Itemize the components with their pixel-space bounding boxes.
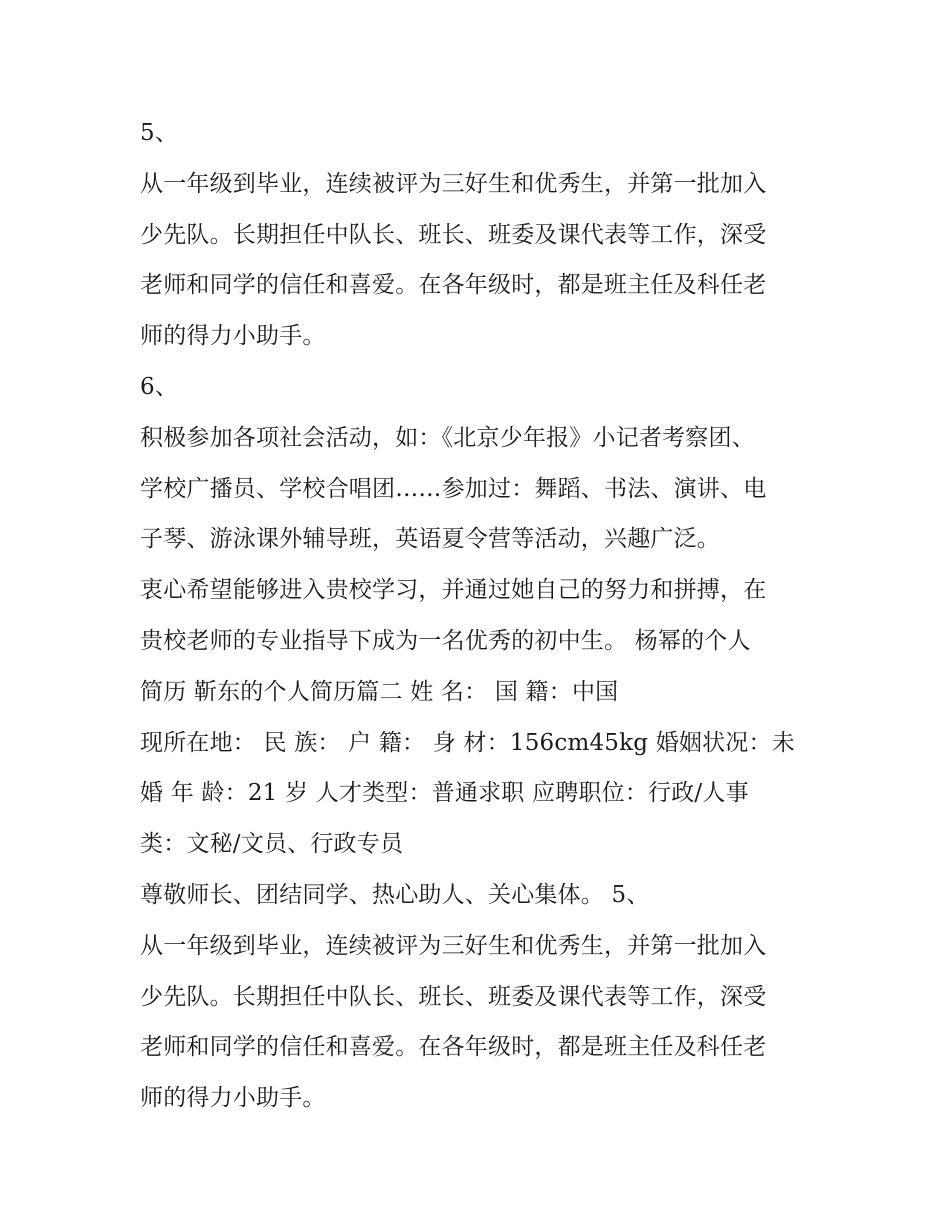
text-line: 子琴、游泳课外辅导班，英语夏令营等活动，兴趣广泛。: [140, 526, 720, 553]
text-line: 学校广播员、学校合唱团……参加过：舞蹈、书法、演讲、电: [140, 475, 767, 502]
text-line: 少先队。长期担任中队长、班长、班委及课代表等工作，深受: [140, 983, 767, 1010]
text-line: 类：文秘/文员、行政专员: [140, 831, 404, 858]
text-line: 老师和同学的信任和喜爱。在各年级时，都是班主任及科任老: [140, 272, 767, 299]
text-line: 师的得力小助手。: [140, 323, 326, 350]
text-line: 少先队。长期担任中队长、班长、班委及课代表等工作，深受: [140, 221, 767, 248]
text-line: 贵校老师的专业指导下成为一名优秀的初中生。 杨幂的个人: [140, 627, 751, 654]
document-body: [140, 108, 830, 1124]
text-line: 6、: [140, 373, 179, 400]
text-line: 现所在地： 民 族： 户 籍： 身 材：156cm45kg 婚姻状况：未: [140, 729, 795, 756]
text-line: 从一年级到毕业，连续被评为三好生和优秀生，并第一批加入: [140, 932, 767, 959]
text-line: 积极参加各项社会活动，如：《北京少年报》小记者考察团、: [140, 424, 755, 451]
text-line: 尊敬师长、团结同学、热心助人、关心集体。 5、: [140, 881, 650, 908]
text-line: 衷心希望能够进入贵校学习，并通过她自己的努力和拼搏，在: [140, 577, 767, 604]
text-line: 老师和同学的信任和喜爱。在各年级时，都是班主任及科任老: [140, 1034, 767, 1061]
text-line: 婚 年 龄：21 岁 人才类型：普通求职 应聘职位：行政/人事: [140, 780, 749, 807]
text-line: 师的得力小助手。: [140, 1085, 326, 1112]
text-line: 5、: [140, 120, 179, 146]
text-line: 简历 靳东的个人简历篇二 姓 名： 国 籍：中国: [140, 678, 619, 705]
text-line: 从一年级到毕业，连续被评为三好生和优秀生，并第一批加入: [140, 170, 767, 197]
